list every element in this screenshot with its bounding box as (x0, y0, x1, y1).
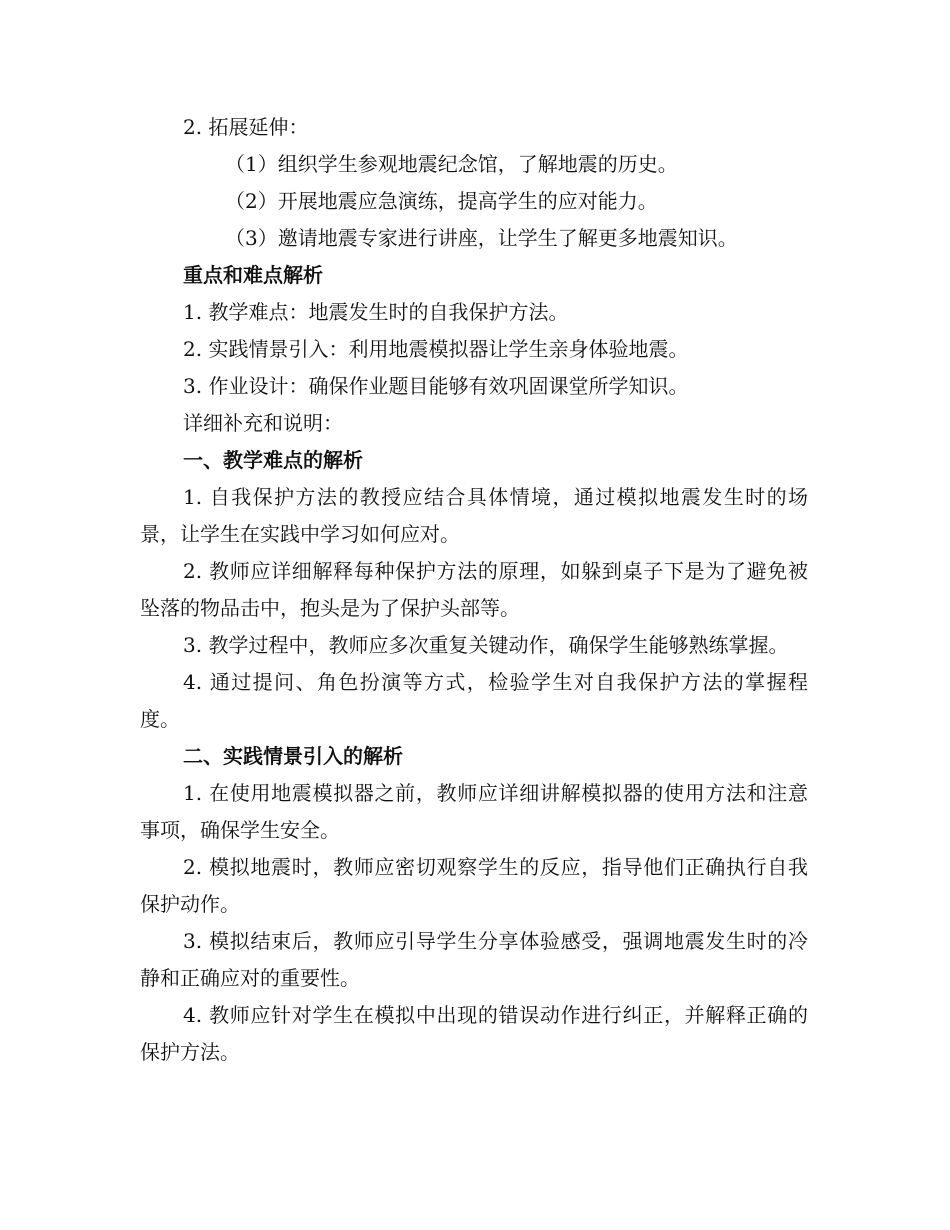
key-point-item: 2. 实践情景引入：利用地震模拟器让学生亲身体验地震。 (183, 337, 689, 361)
section2-paragraph: 3. 模拟结束后，教师应引导学生分享体验感受，强调地震发生时的冷静和正确应对的重要性。 (140, 929, 808, 990)
extension-heading: 2. 拓展延伸： (183, 115, 309, 139)
section2-paragraph: 2. 模拟地震时，教师应密切观察学生的反应，指导他们正确执行自我保护动作。 (140, 855, 808, 916)
key-points-heading: 重点和难点解析 (183, 263, 323, 287)
extension-item: （3）邀请地震专家进行讲座，让学生了解更多地震知识。 (225, 226, 738, 250)
supplement-label: 详细补充和说明： (183, 411, 343, 435)
extension-item: （1）组织学生参观地震纪念馆，了解地震的历史。 (225, 152, 678, 176)
section1-paragraph: 1. 自我保护方法的教授应结合具体情境，通过模拟地震发生时的场景，让学生在实践中学习如何应对。 (140, 485, 808, 546)
section1-heading: 一、教学难点的解析 (183, 448, 363, 472)
extension-item: （2）开展地震应急演练，提高学生的应对能力。 (225, 189, 658, 213)
section2-paragraph: 4. 教师应针对学生在模拟中出现的错误动作进行纠正，并解释正确的保护方法。 (140, 1003, 808, 1064)
document-body (140, 109, 808, 1071)
section2-paragraph: 1. 在使用地震模拟器之前，教师应详细讲解模拟器的使用方法和注意事项，确保学生安全。 (140, 781, 808, 842)
key-point-item: 1. 教学难点：地震发生时的自我保护方法。 (183, 300, 569, 324)
section2-heading: 二、实践情景引入的解析 (183, 744, 403, 768)
key-point-item: 3. 作业设计：确保作业题目能够有效巩固课堂所学知识。 (183, 374, 689, 398)
section1-paragraph: 3. 教学过程中，教师应多次重复关键动作，确保学生能够熟练掌握。 (183, 633, 789, 657)
section1-paragraph: 4. 通过提问、角色扮演等方式，检验学生对自我保护方法的掌握程度。 (140, 670, 808, 731)
section1-paragraph: 2. 教师应详细解释每种保护方法的原理，如躲到桌子下是为了避免被坠落的物品击中，抱头是为了保护头部等。 (140, 559, 808, 620)
